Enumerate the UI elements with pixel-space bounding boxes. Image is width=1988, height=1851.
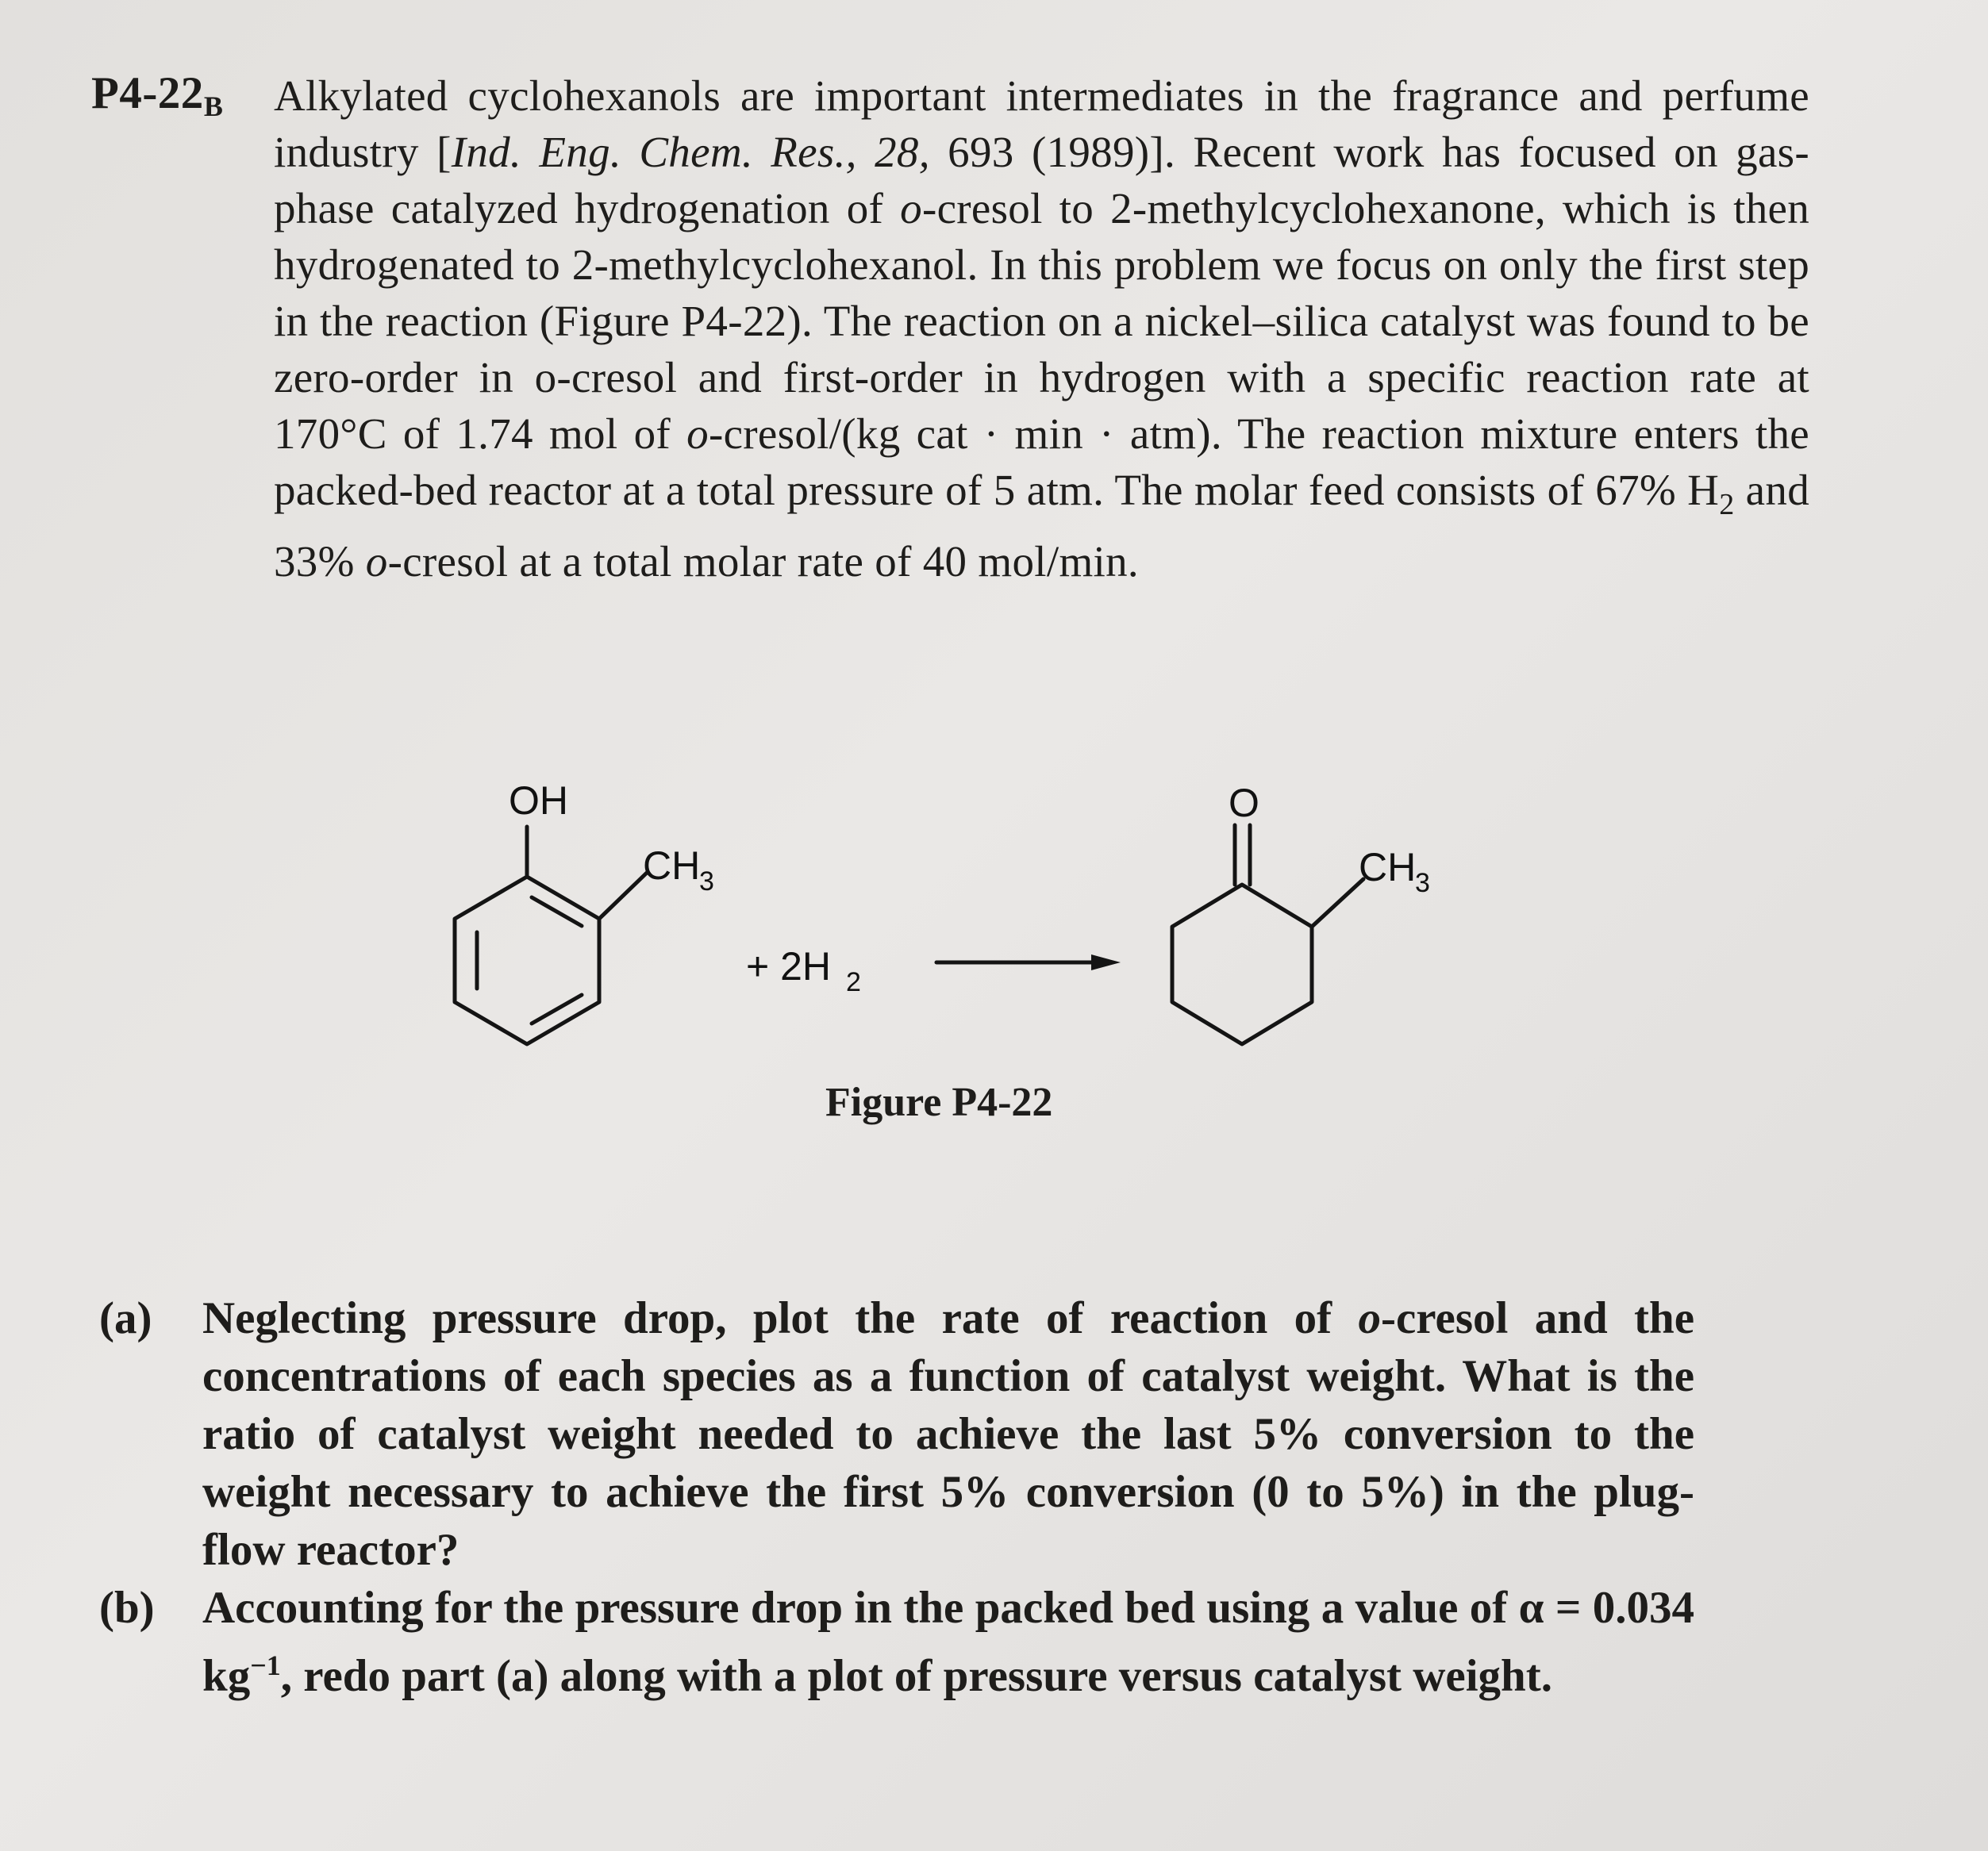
aromatic-double-bond [532, 897, 582, 926]
part-a-text [202, 1289, 1694, 1579]
part-a [99, 1289, 1694, 1579]
methyl-bond-right [1312, 879, 1363, 927]
statement-text-4: -cresol/(kg cat · min · atm). The reaction mixture enters the packed-bed reactor at a total pressure of 5 atm. The molar feed consists of 67% H [274, 409, 1809, 514]
cyclohexanone-ring [1172, 885, 1312, 1044]
methyl-subscript-left: 3 [699, 866, 714, 897]
part-b-text [202, 1579, 1694, 1705]
ortho-prefix: o [1358, 1293, 1381, 1343]
statement-text-5: and 33% [274, 466, 1809, 586]
part-a-text-2: -cresol and the concentrations of each species as a function of catalyst weight. What is the ratio of catalyst weight needed to achieve the last 5% conversion to the weight necessary to achieve the first 5% conversion (0 to 5%) in the plug-flow reactor? [202, 1293, 1694, 1575]
statement-text-2: 693 (1989)]. Recent work has focused on gas-phase catalyzed hydrogenation of [274, 128, 1810, 232]
part-b-text-1: Accounting for the pressure drop in the packed bed using a value of α = 0.034 kg [202, 1583, 1694, 1701]
part-a-text-1: Neglecting pressure drop, plot the rate of reaction of [202, 1293, 1359, 1343]
difficulty-subscript: B [203, 90, 224, 122]
hydrogen-subscript: 2 [846, 967, 861, 997]
ortho-prefix: o [686, 409, 709, 458]
ortho-prefix: o [900, 184, 922, 232]
arrow-head-icon [1091, 954, 1121, 970]
methyl-bond-left [599, 873, 647, 919]
question-parts [99, 1289, 1694, 1705]
methyl-subscript-right: 3 [1415, 868, 1430, 898]
inverse-superscript: −1 [250, 1649, 281, 1681]
h2-subscript: 2 [1719, 488, 1735, 521]
hydrogen-reactant-label: + 2H [746, 944, 832, 989]
statement-text-1: Alkylated cyclohexanols are important intermediates in the fragrance and perfume industry [ [274, 71, 1809, 176]
statement-text-6: -cresol at a total molar rate of 40 mol/min. [387, 537, 1139, 586]
part-a-label: (a) [99, 1293, 152, 1343]
part-b-label: (b) [99, 1583, 155, 1633]
figure-caption: Figure P4-22 [825, 1080, 1053, 1125]
carbonyl-oxygen-label: O [1229, 781, 1259, 825]
hydroxyl-label: OH [509, 778, 568, 823]
methyl-label-left: CH [643, 843, 701, 888]
ortho-prefix: o [365, 537, 388, 586]
part-b [99, 1579, 1694, 1705]
problem-number-text: P4-22 [91, 68, 204, 118]
part-b-text-2: , redo part (a) along with a plot of pressure versus catalyst weight. [280, 1651, 1552, 1701]
statement-text-3: -cresol to 2-methylcyclohexanone, which is then hydrogenated to 2-methylcyclohexanol. In this problem we focus on only the first step in the reaction (Figure P4-22). The reaction on a nickel–silica catalyst was found to be zero-order in o-cresol and first-order in hydrogen with a specific reaction rate at 170°C of 1.74 mol of [274, 184, 1810, 458]
aromatic-double-bond [532, 995, 582, 1023]
journal-citation: Ind. Eng. Chem. Res., 28, [451, 128, 930, 176]
methyl-label-right: CH [1359, 845, 1417, 889]
